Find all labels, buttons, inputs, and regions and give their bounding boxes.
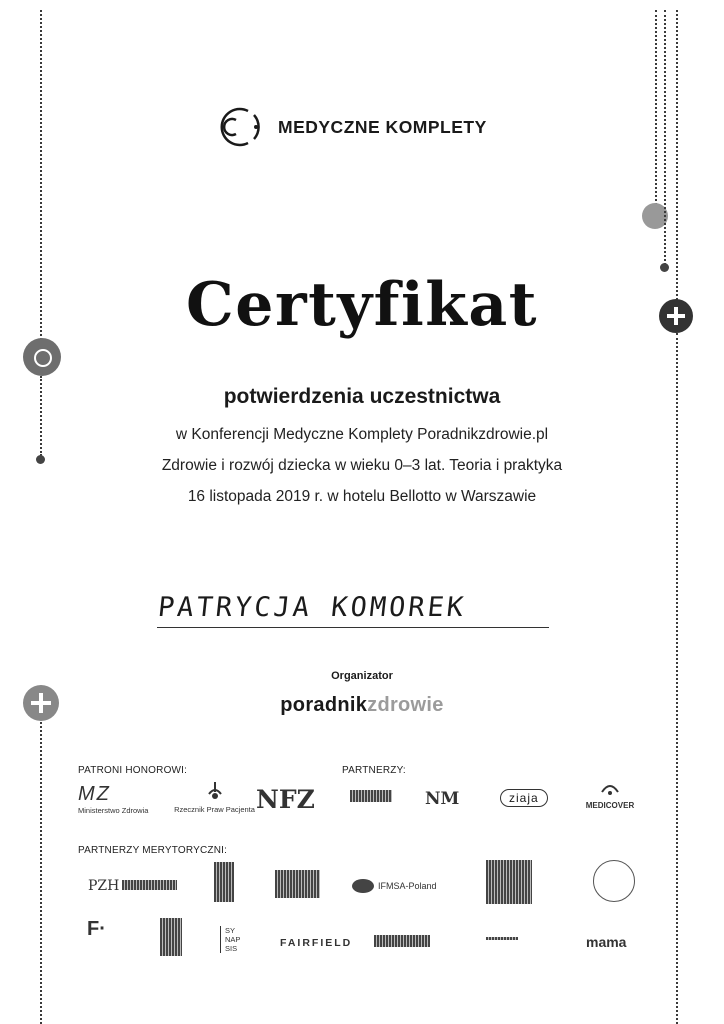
content-partner-ifmsa — [352, 879, 437, 893]
organizer-label: Organizator — [331, 670, 393, 682]
organizer-brand-bold: poradnik — [280, 694, 368, 716]
partner-ziaja: ziaja — [500, 789, 548, 807]
logo-text: MEDYCZNE KOMPLETY — [278, 116, 487, 137]
description-line-2: Zdrowie i rozwój dziecka w wieku 0–3 lat. Teoria i praktyka — [161, 457, 563, 474]
right-ornament-string-c — [676, 10, 678, 300]
content-partner-building-logo — [214, 862, 234, 902]
ifmsa-name: IFMSA-Poland — [378, 881, 437, 891]
medicover-icon — [600, 782, 620, 796]
content-partner-pzh: PZH — [88, 878, 120, 894]
patron-ministerstwo-zdrowia — [78, 783, 158, 815]
participant-name: PATRYCJA KOMOREK — [156, 592, 468, 623]
content-partner-round-logo — [593, 860, 635, 902]
description-line-1: w Konferencji Medyczne Komplety Poradnikzdrowie.pl — [175, 426, 549, 443]
ministry-mark: MZ — [78, 783, 111, 805]
content-partner-dermatology-text — [275, 870, 320, 898]
content-partner-thin-line — [486, 937, 518, 940]
content-partners-label: PARTNERZY MERYTORYCZNI: — [78, 845, 228, 856]
content-partner-qr-logo — [160, 918, 182, 956]
right-ornament-string-a — [655, 10, 657, 205]
content-partner-fairfield: FAIRFIELD — [280, 937, 353, 949]
patron-nfz: NFZ — [256, 785, 315, 814]
partners-label: PARTNERZY: — [342, 765, 406, 776]
partner-nm: NM — [425, 789, 460, 809]
content-partner-dark-banner — [374, 935, 430, 947]
organizer-brand-light: zdrowie — [367, 694, 444, 716]
circle-brackets-logo-icon — [216, 105, 268, 149]
partner-medicover — [580, 782, 640, 810]
certificate-title: Certyfikat — [186, 270, 538, 340]
ifmsa-globe-icon — [352, 879, 374, 893]
honorary-patrons-label: PATRONI HONOROWI: — [78, 765, 188, 776]
ministry-name: Ministerstwo Zdrowia — [78, 806, 149, 815]
patron-rzecznik-praw-pacjenta — [172, 780, 257, 814]
rzecznik-name: Rzecznik Praw Pacjenta — [174, 805, 255, 814]
certificate-subtitle: potwierdzenia uczestnictwa — [223, 385, 501, 408]
left-ornament-inner-icon — [34, 349, 52, 367]
content-partner-synapsis: SY NAP SIS — [220, 926, 247, 953]
medyczne-komplety-logo — [216, 105, 487, 149]
partner-logo-1 — [350, 790, 392, 802]
medicover-name: MEDICOVER — [585, 801, 635, 810]
right-ornament-string-b — [664, 10, 666, 265]
rzecznik-icon — [203, 780, 227, 800]
description-line-3: 16 listopada 2019 r. w hotelu Bellotto w Warszawie — [187, 488, 537, 505]
content-partner-mama: mama — [586, 934, 627, 950]
name-underline — [157, 627, 549, 628]
content-partner-f: F· — [87, 918, 106, 940]
left-ornament-bead — [23, 338, 61, 376]
pzh-subtitle-block — [122, 880, 177, 890]
left-ornament-string-bottom — [40, 690, 42, 1024]
organizer-brand — [0, 694, 724, 717]
content-partner-crest-logo — [486, 860, 532, 904]
